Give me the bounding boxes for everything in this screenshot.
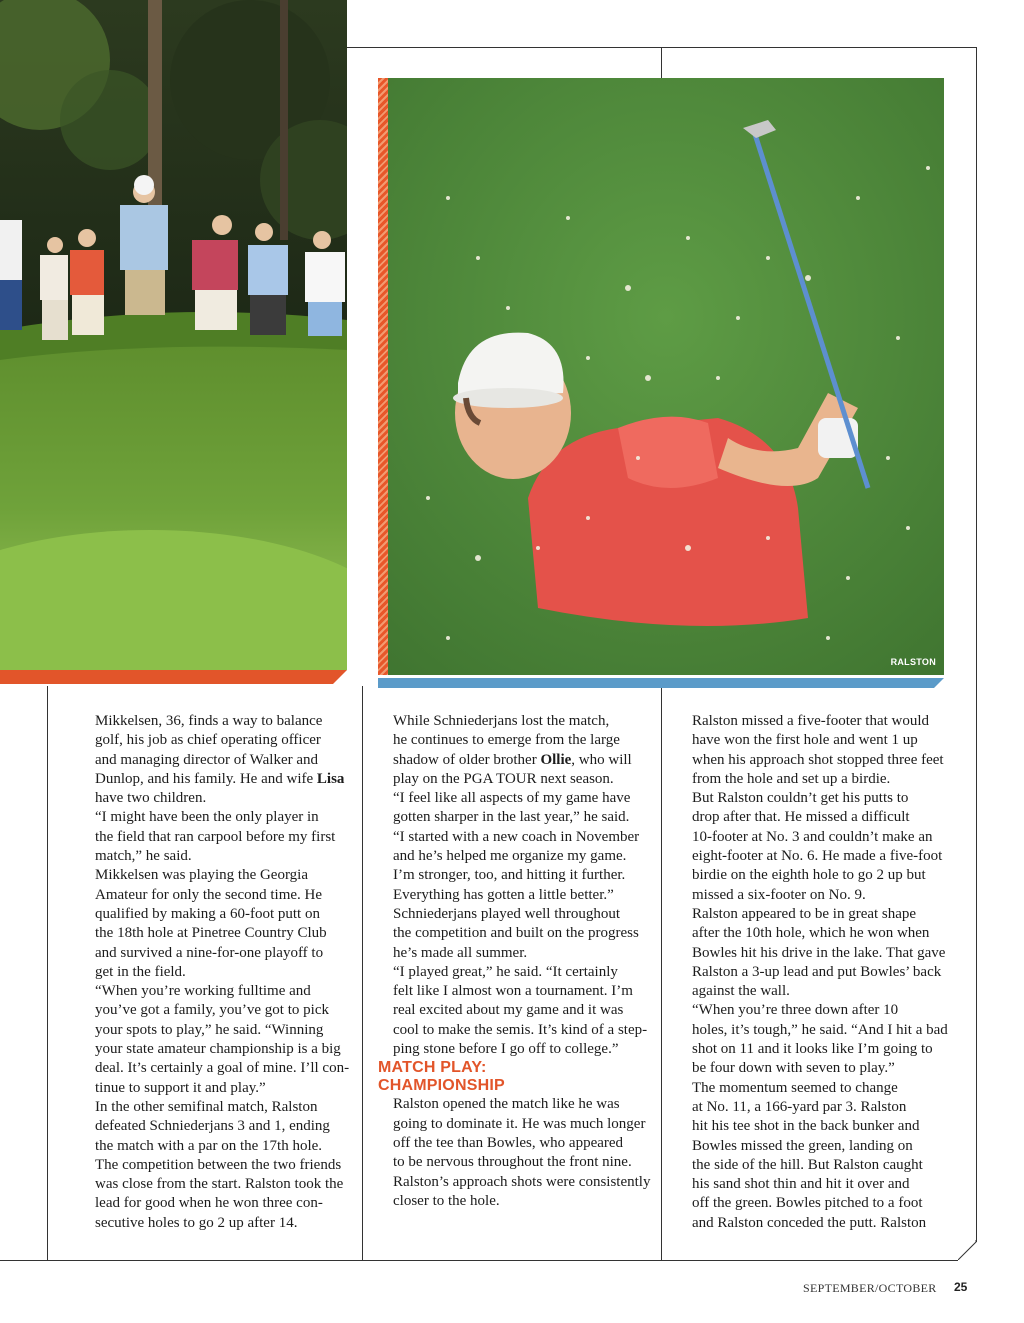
section-heading-match-play: MATCH PLAY: CHAMPIONSHIP <box>378 1059 505 1095</box>
paragraph: The momentum seemed to change at No. 11, a 166-yard par 3. Ralston hit his tee shot in the back bunker and Bowles missed the green, landing on the side of the hill. But Ralston caught his sand shot thin and hit it over and off the green. Bowles pitched to a foot and Ralston conceded the putt. Ralston <box>692 1079 927 1231</box>
spectators-photo <box>0 0 347 670</box>
paragraph: Ralston missed a five-footer that would have won the first hole and went 1 up when his approach shot stopped three feet from the hole and set up a birdie. <box>692 713 944 787</box>
paragraph: Ralston opened the match like he was going to dominate it. He was much longer off the tee than Bowles, who appeared to be nervous throughout the front nine. Ralston’s approach shots were consistently closer to the hole. <box>393 1096 651 1209</box>
paragraph: “I might have been the only player in the field that ran carpool before my first match,” he said. <box>95 809 336 865</box>
page-number: 25 <box>954 1280 968 1294</box>
paragraph: Mikkelsen was playing the Georgia Amateur for only the second time. He qualified by making a 60-foot putt on the 18th hole at Pinetree Country Club and survived a nine-for-one playoff to get in the field. <box>95 867 327 980</box>
frame-top-rule <box>347 47 977 48</box>
paragraph: “I feel like all aspects of my game have gotten sharper in the last year,” he said. “I started with a new coach in November and he’s helped me organize my game. I’m stronger, too, and hitting it further. Everything has gotten a little better.” <box>393 790 640 903</box>
photo-credit: RALSTON <box>890 657 936 667</box>
name-lisa: Lisa <box>316 770 345 787</box>
frame-corner-cut <box>958 1240 978 1265</box>
paragraph: “When you’re working fulltime and you’ve got a family, you’ve got to pick your spots to play,” he said. “Winning your state amateur championship is a big deal. It’s certainly a goal of mine. I’ll con- tinue to support it and play.” <box>95 983 350 1096</box>
golfer-bunker-shot-photo <box>388 78 944 675</box>
paragraph: “When you’re three down after 10 holes, it’s tough,” he said. “And I hit a bad shot on 11 and it looks like I’m going to be four down with seven to play.” <box>692 1002 948 1077</box>
column-rule-right <box>661 686 662 1260</box>
blue-accent-bar <box>378 675 944 685</box>
hatched-accent-stripe <box>378 78 388 675</box>
name-ollie: Ollie <box>540 751 572 768</box>
paragraph: Ralston appeared to be in great shape after the 10th hole, which he won when Bowles hit his drive in the lake. That gave Ralston a 3-up lead and put Bowles’ back against the wall. <box>692 905 946 1000</box>
paragraph: Schniederjans played well throughout the competition and built on the progress he’s made all summer. <box>393 905 639 961</box>
frame-right-rule <box>976 47 977 1242</box>
frame-tick-top <box>661 47 662 78</box>
paragraph: While Schniederjans lost the match, he continues to emerge from the large shadow of older brother Ollie, who will play on the PGA TOUR next season. <box>393 713 632 787</box>
frame-bottom-rule <box>0 1260 958 1261</box>
orange-accent-bar <box>0 670 347 684</box>
paragraph: In the other semifinal match, Ralston defeated Schniederjans 3 and 1, ending the match with a par on the 17th hole. The competition between the two friends was close from the start. Ralston took the lead for good when he won three con- secutive holes to go 2 up after 14. <box>95 1098 344 1231</box>
column-rule-middle <box>362 686 363 1260</box>
article-column-1 <box>80 712 350 1233</box>
issue-label: SEPTEMBER/OCTOBER <box>803 1281 937 1295</box>
article-column-3 <box>677 712 948 1233</box>
article-column-2 <box>378 712 651 1211</box>
column-rule-left <box>47 686 48 1260</box>
paragraph: But Ralston couldn’t get his putts to drop after that. He missed a difficult 10-footer at No. 3 and couldn’t make an eight-footer at No. 6. He made a five-foot birdie on the eighth hole to go 2 up but missed a six-footer on No. 9. <box>692 790 943 903</box>
paragraph: “I played great,” he said. “It certainly felt like I almost won a tournament. I’m real excited about my game and it was cool to make the semis. It’s kind of a step- ping stone before I go off to college.” <box>393 963 648 1058</box>
paragraph: Mikkelsen, 36, finds a way to balance golf, his job as chief operating officer and managing director of Walker and Dunlop, and his family. He and wife Lisa have two children. <box>95 713 345 807</box>
